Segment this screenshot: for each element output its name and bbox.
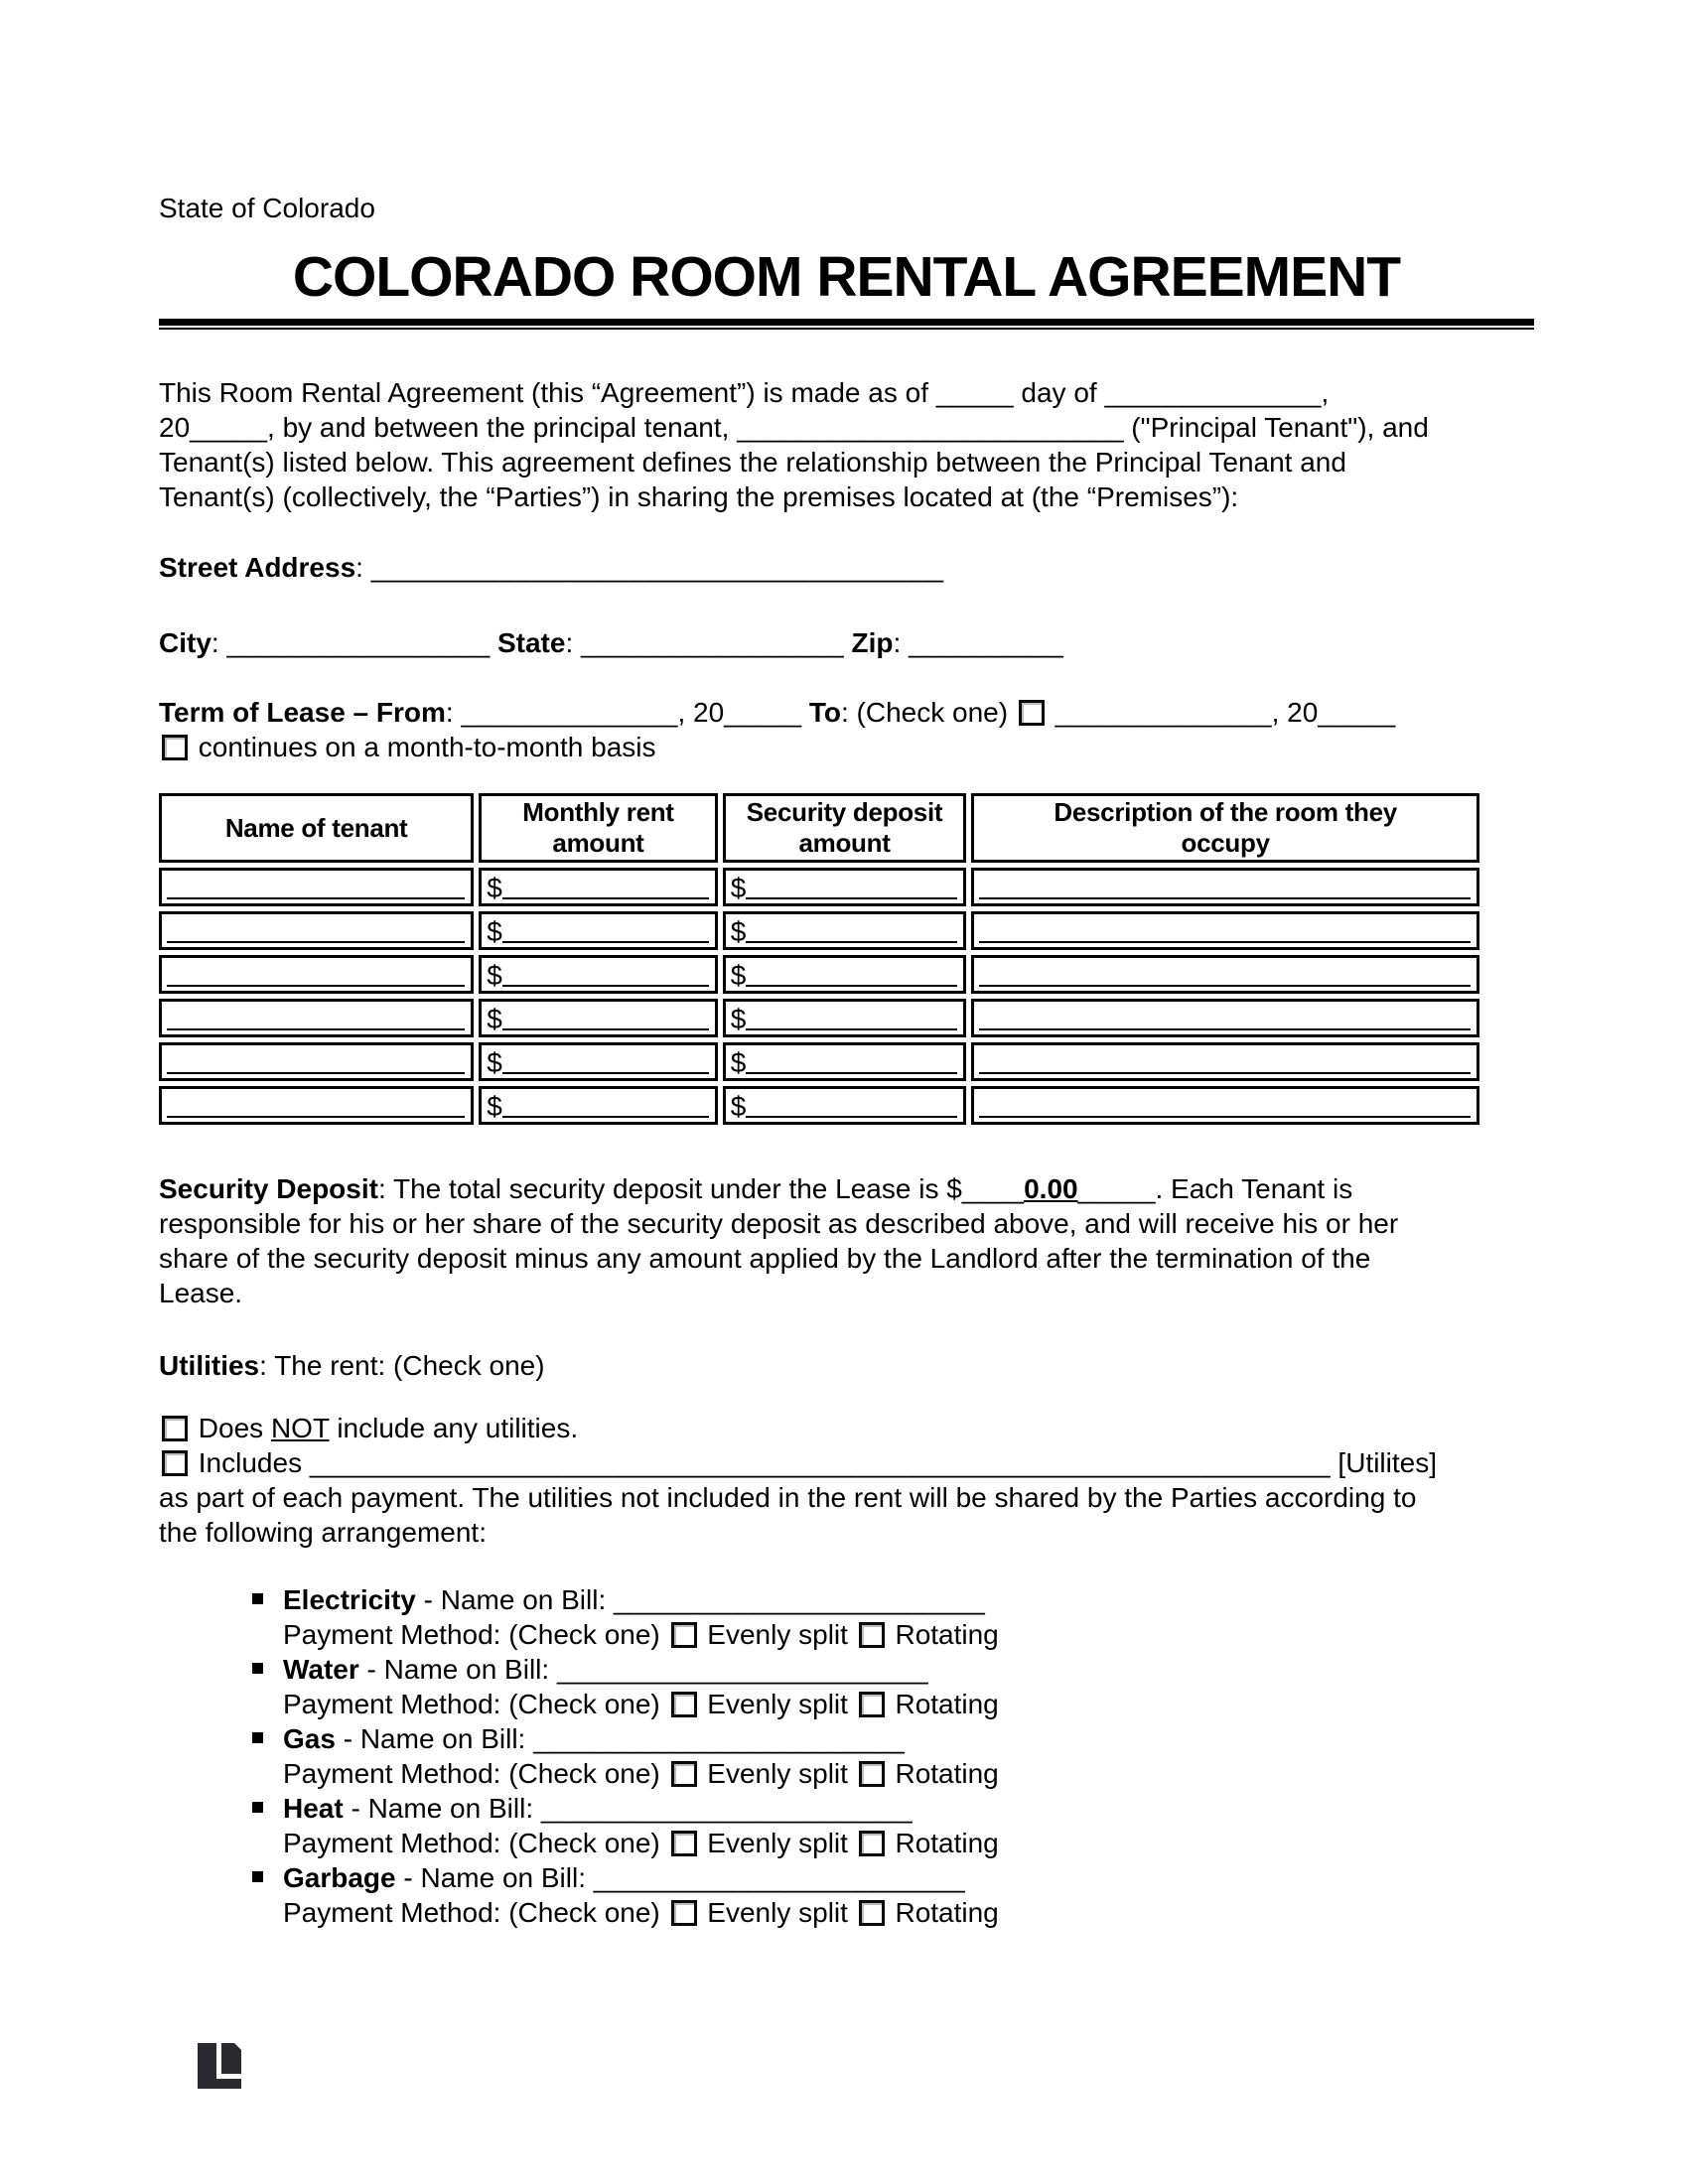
page-title: COLORADO ROOM RENTAL AGREEMENT (292, 245, 1401, 309)
security-deposit-cell (723, 911, 967, 950)
utility-name-line: Electricity - Name on Bill: ________________________ (283, 1584, 985, 1615)
utility-name-line: Gas - Name on Bill: ________________________ (283, 1723, 905, 1754)
intro-line-2: 20_____, by and between the principal tenant, _________________________ ("Principal Tenant"), and (159, 412, 1429, 443)
security-deposit-cell (723, 868, 967, 906)
intro-paragraph (159, 375, 1534, 514)
monthly-rent-cell (479, 868, 717, 906)
col-header-security-deposit-amount: Security deposit amount (723, 793, 967, 863)
intro-line-4: Tenant(s) (collectively, the “Parties”) in sharing the premises located at (the “Premises”): (159, 481, 1239, 512)
dollar-sign: $ (487, 916, 502, 947)
electricity-evenly-split-checkbox[interactable] (671, 1622, 697, 1648)
fill-in-blank (502, 884, 709, 899)
fill-in-blank (979, 971, 1471, 987)
dollar-sign: $ (487, 1091, 502, 1122)
fill-in-blank (502, 1015, 709, 1030)
security-deposit-line-4: Lease. (159, 1278, 243, 1308)
month-to-month-checkbox[interactable] (162, 735, 188, 760)
monthly-rent-cell (479, 911, 717, 950)
table-row (159, 1086, 1479, 1125)
security-deposit-line-2: responsible for his or her share of the security deposit as described above, and will receive his or her (159, 1208, 1399, 1239)
tenant-table-header-row (159, 793, 1479, 863)
heat-rotating-checkbox[interactable] (859, 1831, 885, 1856)
room-description-cell (971, 911, 1479, 950)
fill-in-blank (746, 1015, 957, 1030)
security-deposit-cell (723, 999, 967, 1037)
utilities-continuation-1: as part of each payment. The utilities not included in the rent will be shared by the Parties according to (159, 1482, 1417, 1513)
fill-in-blank (746, 884, 957, 899)
dollar-sign: $ (487, 960, 502, 991)
fill-in-blank (979, 927, 1471, 943)
fill-in-blank (979, 1015, 1471, 1030)
fill-in-blank (167, 1058, 465, 1074)
security-deposit-line-1: Security Deposit: The total security deposit under the Lease is $____0.00_____. Each Tenant is (159, 1173, 1353, 1204)
monthly-rent-cell (479, 1042, 717, 1081)
fill-in-blank (979, 884, 1471, 899)
utility-name-line: Garbage - Name on Bill: ________________________ (283, 1862, 965, 1893)
room-description-cell (971, 1086, 1479, 1125)
monthly-rent-cell (479, 1086, 717, 1125)
dollar-sign: $ (487, 873, 502, 903)
street-address-line: Street Address: _____________________________________ (159, 552, 943, 583)
tenant-name-cell (159, 1086, 474, 1125)
dollar-sign: $ (730, 916, 747, 947)
gas-rotating-checkbox[interactable] (859, 1761, 885, 1787)
state-line: State of Colorado (159, 193, 375, 223)
room-description-cell (971, 999, 1479, 1037)
electricity-rotating-checkbox[interactable] (859, 1622, 885, 1648)
utilities-option-not: Does NOT include any utilities. (159, 1411, 1534, 1445)
intro-line-3: Tenant(s) listed below. This agreement defines the relationship between the Principal Tenant and (159, 447, 1346, 478)
fill-in-blank (502, 1102, 709, 1118)
fill-in-blank (979, 1058, 1471, 1074)
room-description-cell (971, 1042, 1479, 1081)
bullet-icon (252, 1802, 263, 1813)
dollar-sign: $ (730, 960, 747, 991)
dollar-sign: $ (730, 873, 747, 903)
security-deposit-cell (723, 1086, 967, 1125)
utility-name-line: Water - Name on Bill: ________________________ (283, 1654, 928, 1685)
table-row (159, 955, 1479, 994)
utilities-continuation-2: the following arrangement: (159, 1517, 487, 1548)
tenant-name-cell (159, 1042, 474, 1081)
fill-in-blank (167, 1102, 465, 1118)
garbage-evenly-split-checkbox[interactable] (671, 1900, 697, 1926)
fill-in-blank (746, 971, 957, 987)
fill-in-blank (167, 927, 465, 943)
col-header-monthly-rent-amount: Monthly rent amount (479, 793, 717, 863)
fill-in-blank (746, 927, 957, 943)
col-header-room-description: Description of the room they occupy (971, 793, 1479, 863)
utilities-list (283, 1582, 1534, 1930)
utility-item (283, 1860, 1534, 1930)
security-deposit-paragraph (159, 1171, 1534, 1310)
water-evenly-split-checkbox[interactable] (671, 1692, 697, 1717)
monthly-rent-cell (479, 955, 717, 994)
table-row (159, 1042, 1479, 1081)
garbage-rotating-checkbox[interactable] (859, 1900, 885, 1926)
utility-item (283, 1652, 1534, 1721)
bullet-icon (252, 1593, 263, 1604)
bullet-icon (252, 1871, 263, 1882)
fill-in-blank (167, 971, 465, 987)
table-row (159, 999, 1479, 1037)
utility-item (283, 1791, 1534, 1860)
security-deposit-cell (723, 1042, 967, 1081)
utility-payment-line: Payment Method: (Check one) Evenly split Rotating (283, 1619, 999, 1650)
table-row (159, 868, 1479, 906)
dollar-sign: $ (487, 1047, 502, 1078)
legaltemplates-logo (198, 2043, 241, 2089)
tenant-name-cell (159, 911, 474, 950)
month-to-month-line: continues on a month-to-month basis (159, 730, 1534, 764)
fill-in-blank (167, 1015, 465, 1030)
utilities-option-includes: Includes __________________________________________________________________ [Utilites] (159, 1445, 1534, 1480)
lease-end-date-checkbox[interactable] (1019, 700, 1045, 726)
fill-in-blank (502, 1058, 709, 1074)
intro-line-1: This Room Rental Agreement (this “Agreement”) is made as of _____ day of ______________, (159, 377, 1330, 408)
utility-name-line: Heat - Name on Bill: ________________________ (283, 1793, 913, 1824)
utility-item (283, 1582, 1534, 1652)
tenant-table-body (159, 868, 1479, 1125)
does-not-include-utilities-checkbox[interactable] (162, 1416, 188, 1441)
title-divider (159, 319, 1534, 330)
monthly-rent-cell (479, 999, 717, 1037)
col-header-name-of-tenant: Name of tenant (159, 793, 474, 863)
utility-payment-line: Payment Method: (Check one) Evenly split Rotating (283, 1689, 999, 1719)
fill-in-blank (746, 1058, 957, 1074)
fill-in-blank (502, 971, 709, 987)
utility-item (283, 1721, 1534, 1791)
dollar-sign: $ (730, 1047, 747, 1078)
tenant-name-cell (159, 955, 474, 994)
heat-evenly-split-checkbox[interactable] (671, 1831, 697, 1856)
gas-evenly-split-checkbox[interactable] (671, 1761, 697, 1787)
tenant-name-cell (159, 999, 474, 1037)
dollar-sign: $ (730, 1004, 747, 1034)
utilities-heading: Utilities: The rent: (Check one) (159, 1350, 545, 1381)
fill-in-blank (746, 1102, 957, 1118)
bullet-icon (252, 1732, 263, 1743)
fill-in-blank (167, 884, 465, 899)
term-of-lease-line: Term of Lease – From: ______________, 20_____ To: (Check one) ______________, 20_____ (159, 697, 1396, 728)
utility-payment-line: Payment Method: (Check one) Evenly split Rotating (283, 1897, 999, 1928)
fill-in-blank (979, 1102, 1471, 1118)
dollar-sign: $ (730, 1091, 747, 1122)
dollar-sign: $ (487, 1004, 502, 1034)
utility-payment-line: Payment Method: (Check one) Evenly split Rotating (283, 1758, 999, 1789)
city-state-zip-line: City: _________________ State: _________________ Zip: __________ (159, 627, 1063, 658)
room-description-cell (971, 868, 1479, 906)
room-description-cell (971, 955, 1479, 994)
water-rotating-checkbox[interactable] (859, 1692, 885, 1717)
fill-in-blank (502, 927, 709, 943)
security-deposit-line-3: share of the security deposit minus any amount applied by the Landlord after the termination of the (159, 1243, 1371, 1274)
security-deposit-cell (723, 955, 967, 994)
bullet-icon (252, 1663, 263, 1674)
includes-utilities-checkbox[interactable] (162, 1450, 188, 1476)
utility-payment-line: Payment Method: (Check one) Evenly split Rotating (283, 1828, 999, 1858)
table-row (159, 911, 1479, 950)
tenant-name-cell (159, 868, 474, 906)
tenant-table (154, 788, 1484, 1130)
